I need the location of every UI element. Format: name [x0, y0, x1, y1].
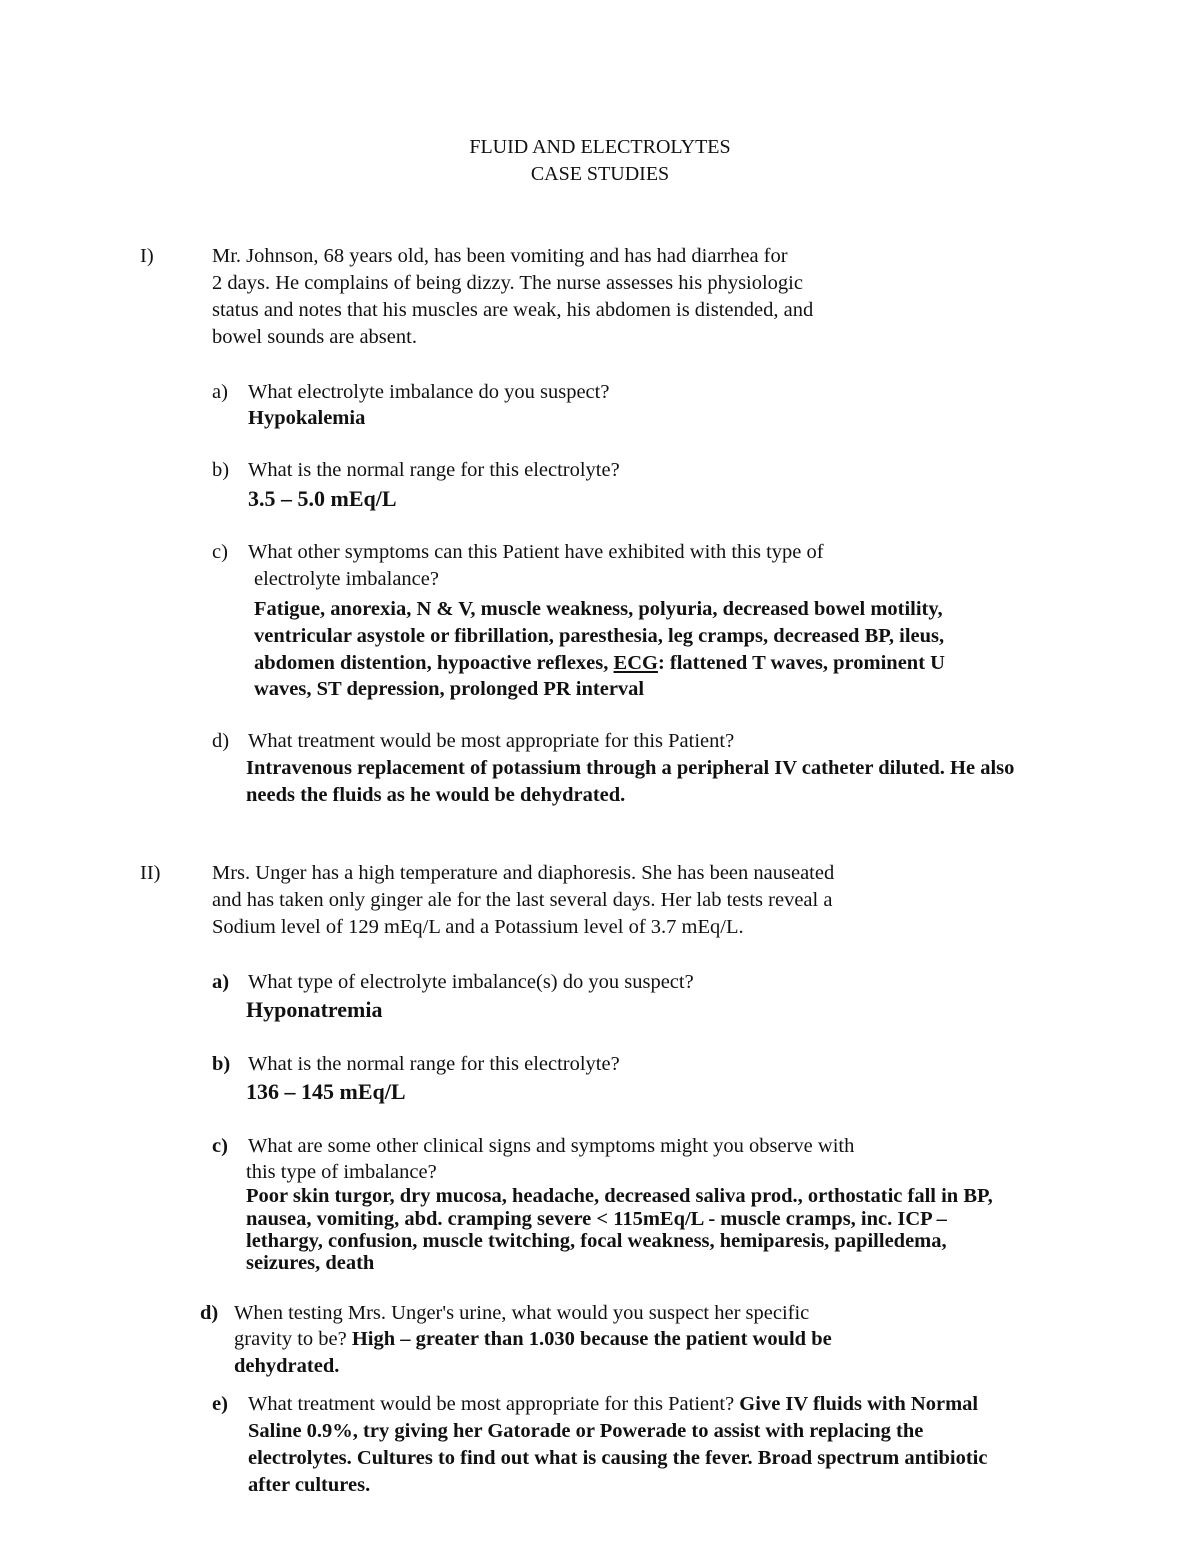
- case-2-a-question: What type of electrolyte imbalance(s) do you suspect?: [248, 971, 694, 993]
- case-2-text-line: Mrs. Unger has a high temperature and diaphoresis. She has been nauseated: [212, 862, 835, 884]
- case-1-text-line: bowel sounds are absent.: [212, 326, 417, 348]
- case-2-a-marker: a): [212, 971, 230, 993]
- case-2-e-answer-line: electrolytes. Cultures to find out what is causing the fever. Broad spectrum antibiotic: [248, 1447, 988, 1469]
- case-1-a-question: What electrolyte imbalance do you suspect?: [248, 381, 610, 403]
- ecg-label: ECG: [613, 652, 658, 674]
- case-2-c-question: What are some other clinical signs and symptoms might you observe with: [248, 1135, 855, 1157]
- case-1-d-marker: d): [212, 730, 230, 752]
- case-2-d-marker: d): [200, 1302, 219, 1324]
- document-subtitle: CASE STUDIES: [530, 163, 670, 185]
- case-1-b-answer: 3.5 – 5.0 mEq/L: [248, 486, 397, 511]
- case-2-d-question-text: gravity to be?: [234, 1328, 352, 1350]
- case-2-c-marker: c): [212, 1135, 228, 1157]
- case-1-a-marker: a): [212, 381, 228, 403]
- case-1-text-line: status and notes that his muscles are weak, his abdomen is distended, and: [212, 299, 814, 321]
- case-1-text-line: 2 days. He complains of being dizzy. The nurse assesses his physiologic: [212, 272, 803, 294]
- case-1-c-marker: c): [212, 541, 228, 563]
- case-2-c-question: this type of imbalance?: [246, 1161, 437, 1183]
- case-1-b-marker: b): [212, 459, 230, 481]
- case-2-e-answer: Give IV fluids with Normal: [739, 1393, 979, 1415]
- case-2-c-answer-line: seizures, death: [246, 1252, 375, 1274]
- document-title: FLUID AND ELECTROLYTES: [469, 136, 731, 158]
- case-2-e-question-line: [248, 1391, 978, 1417]
- case-1-b-question: What is the normal range for this electrolyte?: [248, 459, 620, 481]
- case-2-e-answer-line: Saline 0.9%, try giving her Gatorade or Powerade to assist with replacing the: [248, 1420, 924, 1442]
- case-2-d-question-line: [234, 1326, 832, 1352]
- case-2-c-answer-line: Poor skin turgor, dry mucosa, headache, decreased saliva prod., orthostatic fall in BP,: [246, 1185, 993, 1207]
- case-2-b-marker: b): [212, 1053, 231, 1075]
- case-1-a-answer: Hypokalemia: [248, 407, 366, 429]
- case-1-d-answer-line: Intravenous replacement of potassium through a peripheral IV catheter diluted. He also: [246, 757, 1015, 779]
- case-1-c-answer-line: ventricular asystole or fibrillation, paresthesia, leg cramps, decreased BP, ileus,: [254, 625, 945, 647]
- case-1-text-line: Mr. Johnson, 68 years old, has been vomiting and has had diarrhea for: [212, 245, 788, 267]
- case-2-b-question: What is the normal range for this electrolyte?: [248, 1053, 620, 1075]
- case-2-d-answer-line: dehydrated.: [234, 1355, 340, 1377]
- case-1-c-question: electrolyte imbalance?: [254, 568, 439, 590]
- case-2-b-answer: 136 – 145 mEq/L: [246, 1079, 406, 1104]
- case-1-c-answer-text: abdomen distention, hypoactive reflexes,: [254, 652, 614, 674]
- case-2-c-answer-line: nausea, vomiting, abd. cramping severe < 115mEq/L - muscle cramps, inc. ICP –: [246, 1208, 947, 1230]
- case-1-c-answer-line: [254, 650, 945, 676]
- case-1-c-answer-text: : flattened T waves, prominent U: [657, 652, 945, 674]
- case-1-c-question: What other symptoms can this Patient have exhibited with this type of: [248, 541, 824, 563]
- case-2-text-line: and has taken only ginger ale for the last several days. Her lab tests reveal a: [212, 889, 833, 911]
- case-2-e-answer-line: after cultures.: [248, 1474, 371, 1496]
- case-2-c-answer-line: lethargy, confusion, muscle twitching, focal weakness, hemiparesis, papilledema,: [246, 1230, 947, 1252]
- case-2-d-question: When testing Mrs. Unger's urine, what would you suspect her specific: [234, 1302, 810, 1324]
- case-1-d-question: What treatment would be most appropriate for this Patient?: [248, 730, 735, 752]
- case-2-text-line: Sodium level of 129 mEq/L and a Potassium level of 3.7 mEq/L.: [212, 916, 744, 938]
- case-2-e-question: What treatment would be most appropriate for this Patient?: [248, 1393, 740, 1415]
- case-2-e-marker: e): [212, 1393, 228, 1415]
- case-1-numeral: I): [140, 245, 154, 267]
- case-2-numeral: II): [140, 862, 161, 884]
- case-2-d-answer: High – greater than 1.030 because the patient would be: [351, 1328, 832, 1350]
- case-1-c-answer-line: Fatigue, anorexia, N & V, muscle weakness, polyuria, decreased bowel motility,: [254, 598, 943, 620]
- case-1-d-answer-line: needs the fluids as he would be dehydrated.: [246, 784, 626, 806]
- case-1-c-answer-line: waves, ST depression, prolonged PR interval: [254, 678, 645, 700]
- case-2-a-answer: Hyponatremia: [246, 997, 383, 1022]
